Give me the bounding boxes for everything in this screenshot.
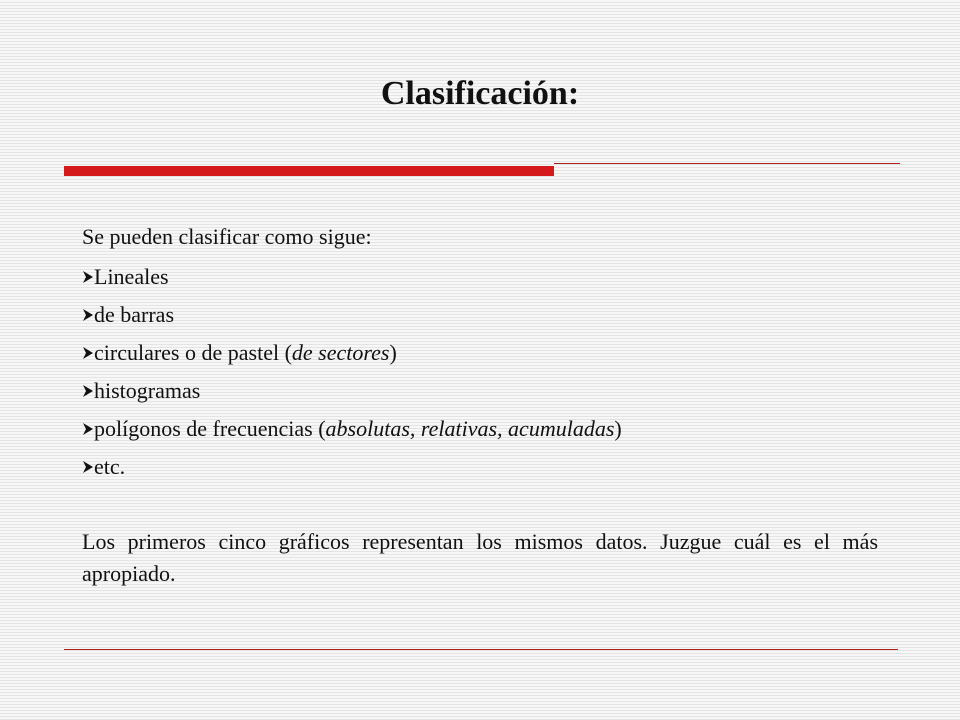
title-thin-rule <box>554 163 900 164</box>
list-item <box>82 334 622 372</box>
arrowhead-bullet-icon <box>82 346 94 360</box>
list-item <box>82 258 622 296</box>
title-accent-rule <box>64 166 554 176</box>
arrowhead-bullet-icon <box>82 308 94 322</box>
list-item-text: polígonos de frecuencias (absolutas, relativas, acumuladas) <box>94 416 622 441</box>
list-item <box>82 372 622 410</box>
closing-paragraph: Los primeros cinco gráficos representan los mismos datos. Juzgue cuál es el más apropiado. <box>82 529 878 586</box>
intro-text: Se pueden clasificar como sigue: <box>82 224 372 249</box>
arrowhead-bullet-icon <box>82 384 94 398</box>
list-item-text: etc. <box>94 454 126 479</box>
arrowhead-bullet-icon <box>82 270 94 284</box>
slide-title: Clasificación: <box>380 75 580 112</box>
footer-thin-rule <box>64 649 898 650</box>
bullet-list <box>82 258 622 486</box>
list-item <box>82 410 622 448</box>
list-item-text: circulares o de pastel (de sectores) <box>94 340 397 365</box>
list-item-text: histogramas <box>94 378 201 403</box>
arrowhead-bullet-icon <box>82 422 94 436</box>
arrowhead-bullet-icon <box>82 460 94 474</box>
list-item-text: Lineales <box>94 264 169 289</box>
list-item <box>82 448 622 486</box>
list-item <box>82 296 622 334</box>
list-item-text: de barras <box>94 302 175 327</box>
